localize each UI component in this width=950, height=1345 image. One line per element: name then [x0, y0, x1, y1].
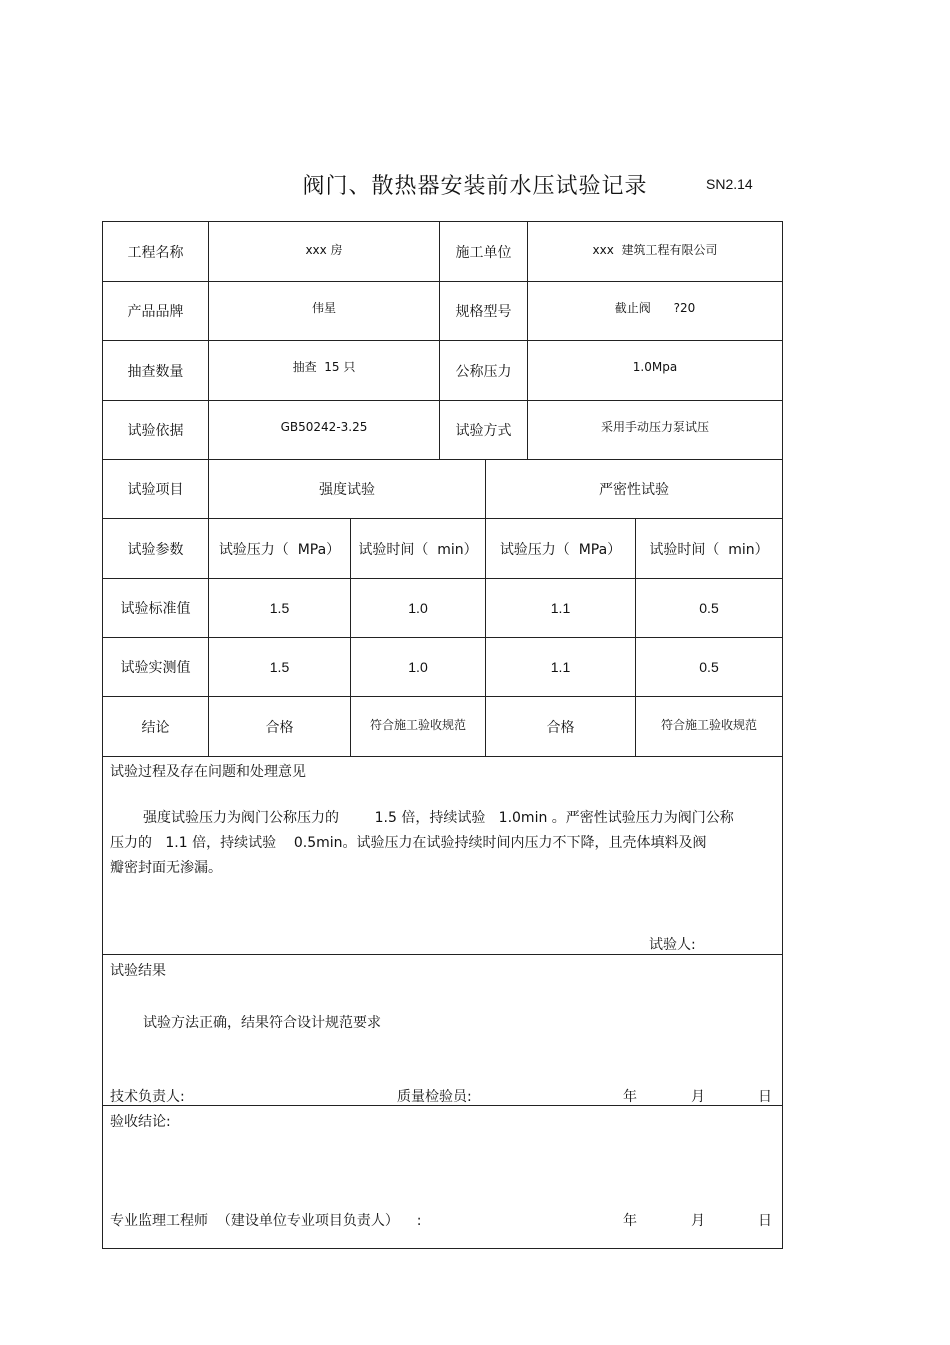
strength-conclusion: 合格 — [265, 719, 294, 736]
standard-value-label: 试验标准值 — [120, 601, 191, 617]
test-record-table — [102, 221, 783, 1249]
project-name-value: xxx 房 — [305, 243, 343, 257]
tightness-conclusion: 合格 — [546, 719, 575, 736]
sample-value: 抽查 15 只 — [292, 360, 356, 374]
brand-value: 伟星 — [311, 300, 336, 315]
measured-tightness-pressure: 1.1 — [550, 659, 571, 675]
contractor-value: xxx 建筑工程有限公司 — [592, 243, 718, 257]
pressure-label: 公称压力 — [455, 363, 512, 380]
quality-inspector-label: 质量检验员: — [397, 1089, 472, 1105]
acceptance-heading: 验收结论: — [110, 1114, 171, 1130]
tightness-pressure-header: 试验压力（ MPa） — [499, 541, 622, 558]
method-value: 采用手动压力泵试压 — [600, 420, 709, 434]
form-code: SN2.14 — [706, 176, 753, 192]
model-value: 截止阀 ?20 — [614, 300, 696, 315]
measured-strength-time: 1.0 — [408, 659, 428, 675]
tech-lead-label: 技术负责人: — [110, 1089, 185, 1105]
supervisor-label: 专业监理工程师 （建设单位专业项目负责人） : — [110, 1213, 422, 1229]
standard-strength-time: 1.0 — [408, 600, 428, 616]
process-text-line-1: 强度试验压力为阀门公称压力的 1.5 倍，持续试验 1.0min 。严密性试验压力为阀门公称 — [143, 810, 734, 826]
acceptance-day: 日 — [758, 1213, 772, 1229]
measured-strength-pressure: 1.5 — [269, 659, 290, 675]
tightness-conclusion-note: 符合施工验收规范 — [660, 718, 757, 732]
strength-pressure-header: 试验压力（ MPa） — [218, 541, 341, 558]
sample-label: 抽查数量 — [127, 363, 184, 380]
acceptance-year: 年 — [623, 1213, 637, 1229]
strength-conclusion-note: 符合施工验收规范 — [369, 718, 466, 732]
conclusion-label: 结论 — [141, 719, 170, 736]
contractor-label: 施工单位 — [455, 244, 512, 261]
process-heading: 试验过程及存在问题和处理意见 — [110, 764, 306, 780]
process-text-line-3: 瓣密封面无渗漏。 — [110, 860, 222, 876]
result-text: 试验方法正确，结果符合设计规范要求 — [143, 1015, 381, 1031]
method-label: 试验方式 — [455, 423, 512, 439]
process-text-line-2: 压力的 1.1 倍，持续试验 0.5min。试验压力在试验持续时间内压力不下降，且壳体填料及阀 — [110, 835, 707, 851]
project-name-label: 工程名称 — [127, 244, 184, 261]
standard-tightness-pressure: 1.1 — [550, 600, 571, 616]
test-item-label: 试验项目 — [127, 482, 184, 498]
result-heading: 试验结果 — [110, 963, 166, 979]
model-label: 规格型号 — [455, 304, 512, 320]
acceptance-month: 月 — [691, 1213, 705, 1229]
tightness-time-header: 试验时间（ min） — [649, 541, 769, 558]
basis-label: 试验依据 — [127, 423, 184, 439]
brand-label: 产品品牌 — [127, 304, 184, 320]
standard-strength-pressure: 1.5 — [269, 600, 290, 616]
test-param-label: 试验参数 — [127, 541, 184, 558]
pressure-value: 1.0Mpa — [632, 359, 678, 374]
result-year: 年 — [623, 1089, 637, 1105]
standard-tightness-time: 0.5 — [699, 600, 719, 616]
measured-value-label: 试验实测值 — [120, 660, 191, 676]
strength-test-header: 强度试验 — [319, 482, 375, 498]
tester-label: 试验人: — [649, 937, 696, 953]
basis-value: GB50242-3.25 — [280, 419, 368, 434]
result-day: 日 — [758, 1089, 772, 1105]
result-month: 月 — [691, 1089, 705, 1105]
measured-tightness-time: 0.5 — [699, 659, 719, 675]
tightness-test-header: 严密性试验 — [599, 482, 669, 498]
document-title: 阀门、散热器安装前水压试验记录 — [302, 174, 648, 199]
strength-time-header: 试验时间（ min） — [358, 541, 478, 558]
